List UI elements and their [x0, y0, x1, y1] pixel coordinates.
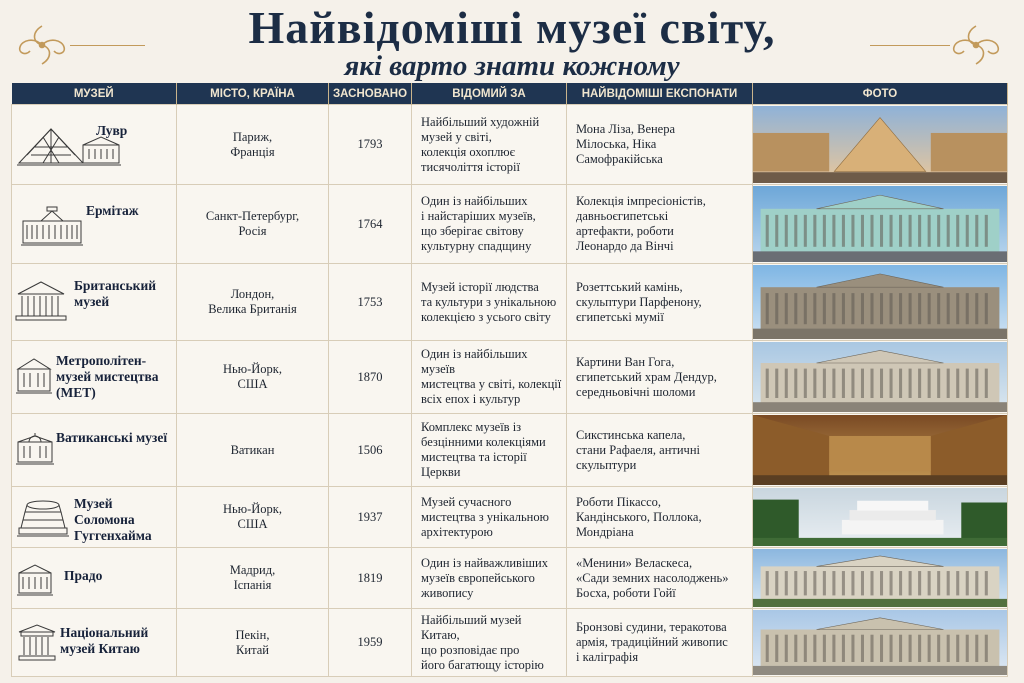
known-for-cell-line: Один із найбільших	[421, 194, 528, 208]
museum-photo	[753, 105, 1008, 185]
museum-photo	[753, 487, 1008, 548]
columned-museum-icon	[15, 355, 53, 399]
city-cell-line: Іспанія	[233, 578, 272, 592]
known-for-cell-line: мистецтва з унікальною	[421, 509, 549, 524]
table-row	[12, 341, 1008, 414]
exhibits-cell-line: «Менини» Веласкеса,	[576, 555, 693, 570]
known-for-cell-line: що розповідає про	[421, 642, 520, 657]
museum-name: Національний музей Китаю	[60, 625, 149, 656]
known-for-cell-line: що зберігає світову	[421, 224, 524, 238]
exhibits-cell-line: скульптури	[576, 457, 637, 472]
museum-photo	[753, 185, 1008, 264]
museum-cell	[12, 264, 177, 341]
city-cell-line: Китай	[236, 642, 269, 657]
decorative-rule-left	[70, 45, 145, 46]
city-cell-line: Велика Британія	[208, 302, 297, 316]
museum-cell	[12, 341, 177, 414]
page-subtitle: які варто знати кожному	[344, 50, 680, 82]
city-cell	[177, 264, 329, 341]
founded-cell: 1937	[329, 487, 412, 548]
museum-name: Музей Соломона Гуггенхайма	[74, 496, 152, 543]
city-cell-line: США	[237, 517, 268, 531]
table-row	[12, 487, 1008, 548]
exhibits-cell-line: Босха, роботи Гойї	[576, 585, 676, 600]
exhibits-cell-line: Самофракійська	[576, 152, 663, 166]
column-header-museum: МУЗЕЙ	[12, 83, 177, 105]
exhibits-cell-line: Сикстинська капела,	[576, 427, 686, 442]
museum-photo	[753, 264, 1008, 341]
city-cell	[177, 609, 329, 677]
known-for-cell-line: Комплекс музеїв із	[421, 420, 522, 434]
city-cell	[177, 341, 329, 414]
known-for-cell-line: Музей сучасного	[421, 494, 512, 509]
exhibits-cell-line: Роботи Пікассо,	[576, 494, 662, 509]
exhibits-cell	[567, 609, 753, 677]
table-row	[12, 414, 1008, 487]
table-row	[12, 264, 1008, 341]
exhibits-cell-line: Розеттський камінь,	[576, 279, 683, 294]
table-row	[12, 105, 1008, 185]
city-cell-line: Нью-Йорк,	[223, 362, 282, 376]
known-for-cell	[412, 609, 567, 677]
table-row	[12, 548, 1008, 609]
column-header-founded: ЗАСНОВАНО	[329, 83, 412, 105]
exhibits-cell-line: Леонардо да Вінчі	[576, 239, 674, 253]
city-cell-line: Париж,	[232, 129, 273, 144]
city-cell-line: Санкт-Петербург,	[205, 209, 300, 223]
exhibits-cell-line: армія, традиційний живопис	[576, 635, 728, 649]
exhibits-cell-line: Мона Ліза, Венера	[576, 122, 676, 136]
palace-icon	[19, 203, 85, 251]
known-for-cell	[412, 487, 567, 548]
founded-cell: 1819	[329, 548, 412, 609]
city-cell	[177, 185, 329, 264]
city-cell-line: Нью-Йорк,	[223, 502, 282, 516]
city-cell-line: Ватикан	[230, 442, 275, 457]
known-for-cell-line: і найстаріших музеїв,	[421, 209, 536, 223]
exhibits-cell	[567, 185, 753, 264]
column-header-exhibits: НАЙВІДОМІШІ ЕКСПОНАТИ	[567, 83, 753, 105]
known-for-cell-line: тисячоліття історії	[421, 159, 520, 174]
known-for-cell-line: мистецтва у світі, колекції	[421, 377, 562, 391]
table-row	[12, 609, 1008, 677]
known-for-cell-line: музей у світі,	[421, 129, 492, 144]
exhibits-cell	[567, 414, 753, 487]
city-cell	[177, 487, 329, 548]
known-for-cell-line: Найбільший музей Китаю,	[421, 612, 522, 642]
exhibits-cell-line: єгипетський храм Дендур,	[576, 369, 717, 384]
museum-name: Прадо	[64, 568, 103, 583]
known-for-cell-line: Музей історії людства	[421, 279, 539, 294]
known-for-cell	[412, 548, 567, 609]
exhibits-cell	[567, 548, 753, 609]
exhibits-cell	[567, 487, 753, 548]
museum-cell	[12, 105, 177, 185]
city-cell-line: Пекін,	[235, 627, 270, 642]
known-for-cell-line: Церкви	[421, 465, 461, 479]
founded-cell: 1753	[329, 264, 412, 341]
temple-columns-icon	[17, 622, 57, 666]
exhibits-cell-line: єгипетські мумії	[576, 309, 664, 324]
known-for-cell-line: культурну спадщину	[421, 239, 532, 253]
decorative-rule-right	[870, 45, 950, 46]
founded-cell: 1793	[329, 105, 412, 185]
city-cell-line: США	[237, 377, 268, 391]
basilica-icon	[15, 430, 55, 470]
museum-cell	[12, 609, 177, 677]
known-for-cell-line: колекція охоплює	[421, 144, 516, 159]
known-for-cell-line: Один із найважливіших	[421, 555, 548, 570]
city-cell	[177, 414, 329, 487]
museum-photo	[753, 548, 1008, 609]
museum-cell	[12, 414, 177, 487]
founded-cell: 1764	[329, 185, 412, 264]
founded-cell: 1506	[329, 414, 412, 487]
flourish-right-icon	[948, 22, 1004, 68]
exhibits-cell-line: Колекція імпресіоністів,	[576, 194, 706, 208]
museum-name: Лувр	[96, 123, 128, 138]
known-for-cell-line: мистецтва та історії	[421, 450, 527, 464]
known-for-cell-line: музеїв європейського	[421, 570, 535, 585]
museums-table	[11, 83, 1008, 677]
museum-photo	[753, 414, 1008, 487]
city-cell-line: Лондон,	[230, 287, 275, 301]
museum-cell	[12, 185, 177, 264]
city-cell	[177, 548, 329, 609]
known-for-cell-line: колекцією з усього світу	[421, 309, 551, 324]
exhibits-cell	[567, 105, 753, 185]
city-cell	[177, 105, 329, 185]
known-for-cell	[412, 185, 567, 264]
known-for-cell-line: його багатющу історію	[421, 657, 544, 672]
known-for-cell-line: всіх епох і культур	[421, 392, 521, 406]
exhibits-cell-line: середньовічні шоломи	[576, 384, 696, 399]
museum-name: Ватиканські музеї	[56, 430, 168, 445]
exhibits-cell-line: артефакти, роботи	[576, 224, 674, 238]
exhibits-cell-line: Кандінського, Поллока,	[576, 509, 702, 524]
museum-photo	[753, 609, 1008, 677]
museum-cell	[12, 548, 177, 609]
column-header-city: МІСТО, КРАЇНА	[177, 83, 329, 105]
museum-name: Британський музей	[74, 278, 157, 309]
exhibits-cell-line: Мілоська, Ніка	[576, 137, 657, 151]
known-for-cell-line: Один із найбільших музеїв	[421, 347, 528, 376]
exhibits-cell	[567, 341, 753, 414]
founded-cell: 1870	[329, 341, 412, 414]
table-header-row	[12, 83, 1008, 105]
exhibits-cell-line: і каліграфія	[576, 650, 639, 664]
exhibits-cell-line: Картини Ван Гога,	[576, 354, 675, 369]
exhibits-cell-line: Бронзові судини, теракотова	[576, 620, 727, 634]
gallery-building-icon	[15, 561, 55, 601]
exhibits-cell	[567, 264, 753, 341]
exhibits-cell-line: Мондріана	[576, 524, 634, 539]
table-row	[12, 185, 1008, 264]
exhibits-cell-line: стани Рафаеля, античні	[576, 442, 700, 457]
classical-building-icon	[14, 278, 68, 326]
known-for-cell-line: та культури з унікальною	[421, 294, 557, 309]
column-header-photo: ФОТО	[753, 83, 1008, 105]
known-for-cell-line: безцінними колекціями	[421, 435, 546, 449]
known-for-cell	[412, 105, 567, 185]
flourish-left-icon	[14, 22, 70, 68]
museum-name: Ермітаж	[86, 203, 139, 218]
column-header-known-for: ВІДОМИЙ ЗА	[412, 83, 567, 105]
known-for-cell-line: архітектурою	[421, 524, 493, 539]
spiral-building-icon	[15, 496, 71, 542]
museum-name: Метрополітен-музей мистецтва (МЕТ)	[56, 353, 159, 400]
page-title: Найвідоміші музеї світу,	[248, 2, 776, 53]
known-for-cell	[412, 414, 567, 487]
city-cell-line: Мадрид,	[229, 563, 276, 577]
exhibits-cell-line: «Сади земних насолоджень»	[576, 570, 729, 585]
known-for-cell-line: Найбільший художній	[421, 114, 540, 129]
museum-photo	[753, 341, 1008, 414]
city-cell-line: Росія	[238, 224, 267, 238]
known-for-cell	[412, 264, 567, 341]
exhibits-cell-line: скульптури Парфенону,	[576, 294, 702, 309]
museum-cell	[12, 487, 177, 548]
exhibits-cell-line: давньоєгипетські	[576, 209, 669, 223]
city-cell-line: Франція	[230, 144, 275, 159]
founded-cell: 1959	[329, 609, 412, 677]
known-for-cell	[412, 341, 567, 414]
known-for-cell-line: живопису	[421, 585, 474, 600]
